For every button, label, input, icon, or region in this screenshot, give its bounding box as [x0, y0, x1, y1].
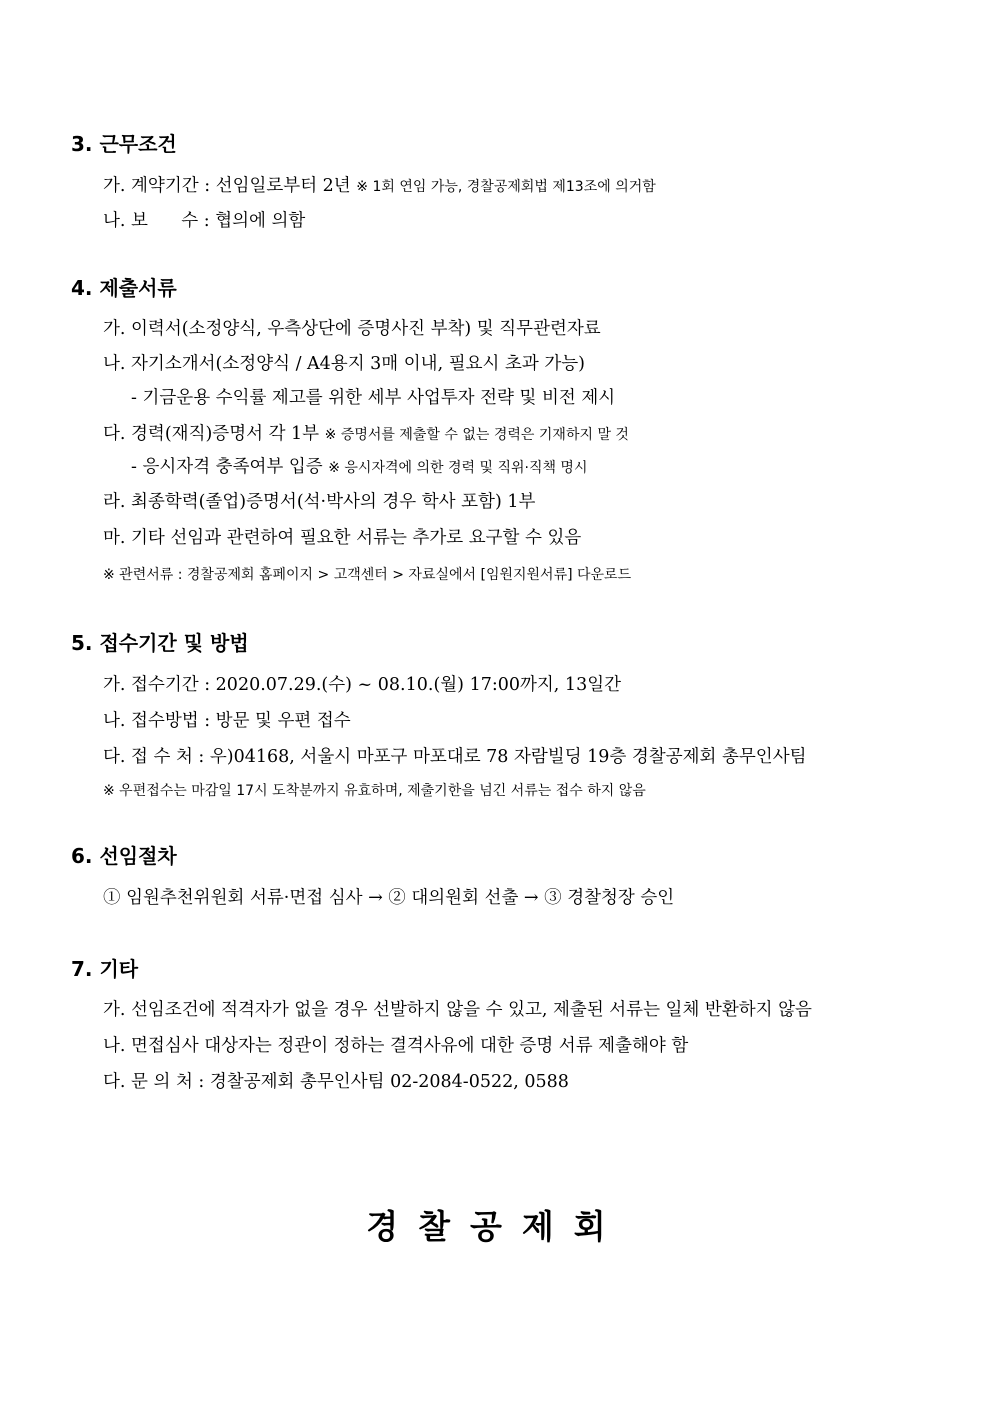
interview-docs-line: 나. 면접심사 대상자는 정관이 정하는 결격사유에 대한 증명 서류 제출해야 함	[103, 1036, 689, 1056]
section-4-heading: 4. 제출서류	[71, 276, 177, 300]
qualification-line	[131, 455, 587, 480]
qualification-note: ※ 응시자격에 의한 경력 및 직위·직책 명시	[328, 460, 588, 476]
career-cert-text: 다. 경력(재직)증명서 각 1부	[103, 424, 325, 444]
mail-reception-note: ※ 우편접수는 마감일 17시 도착분까지 유효하며, 제출기한을 넘긴 서류는 접수 하지 않음	[103, 783, 646, 799]
section-7-heading: 7. 기타	[71, 957, 139, 981]
contract-period-note: ※ 1회 연임 가능, 경찰공제회법 제13조에 의거함	[356, 179, 656, 195]
self-intro-sub-line: - 기금운용 수익률 제고를 위한 세부 사업투자 전략 및 비전 제시	[131, 388, 616, 408]
section-3-heading: 3. 근무조건	[71, 132, 177, 156]
education-cert-line: 라. 최종학력(졸업)증명서(석·박사의 경우 학사 포함) 1부	[103, 492, 536, 512]
qualification-text: - 응시자격 충족여부 입증	[131, 457, 329, 477]
reception-method-line: 나. 접수방법 : 방문 및 우편 접수	[103, 711, 351, 731]
self-intro-line: 나. 자기소개서(소정양식 / A4용지 3매 이내, 필요시 초과 가능)	[103, 354, 585, 374]
related-docs-note: ※ 관련서류 : 경찰공제회 홈페이지 > 고객센터 > 자료실에서 [임원지원서류] 다운로드	[103, 567, 632, 583]
organization-name: 경찰공제회	[366, 1207, 626, 1246]
contact-line: 다. 문 의 처 : 경찰공제회 총무인사팀 02-2084-0522, 0588	[103, 1072, 569, 1092]
section-6-heading: 6. 선임절차	[71, 844, 177, 868]
contract-period-line	[103, 174, 656, 199]
other-docs-line: 마. 기타 선임과 관련하여 필요한 서류는 추가로 요구할 수 있음	[103, 528, 582, 548]
career-cert-line	[103, 422, 629, 447]
career-cert-note: ※ 증명서를 제출할 수 없는 경력은 기재하지 말 것	[324, 427, 629, 443]
salary-line: 나. 보 수 : 협의에 의함	[103, 211, 306, 231]
reception-address-line: 다. 접 수 처 : 우)04168, 서울시 마포구 마포대로 78 자람빌딩 19층 경찰공제회 총무인사팀	[103, 747, 807, 767]
resume-line: 가. 이력서(소정양식, 우측상단에 증명사진 부착) 및 직무관련자료	[103, 319, 601, 339]
no-candidate-line: 가. 선임조건에 적격자가 없을 경우 선발하지 않을 수 있고, 제출된 서류는 일체 반환하지 않음	[103, 1000, 812, 1020]
contract-period-text: 가. 계약기간 : 선임일로부터 2년	[103, 176, 357, 196]
section-5-heading: 5. 접수기간 및 방법	[71, 631, 249, 655]
selection-procedure-line: ① 임원추천위원회 서류·면접 심사 → ② 대의원회 선출 → ③ 경찰청장 승인	[103, 888, 675, 908]
reception-period-line: 가. 접수기간 : 2020.07.29.(수) ~ 08.10.(월) 17:00까지, 13일간	[103, 675, 622, 695]
